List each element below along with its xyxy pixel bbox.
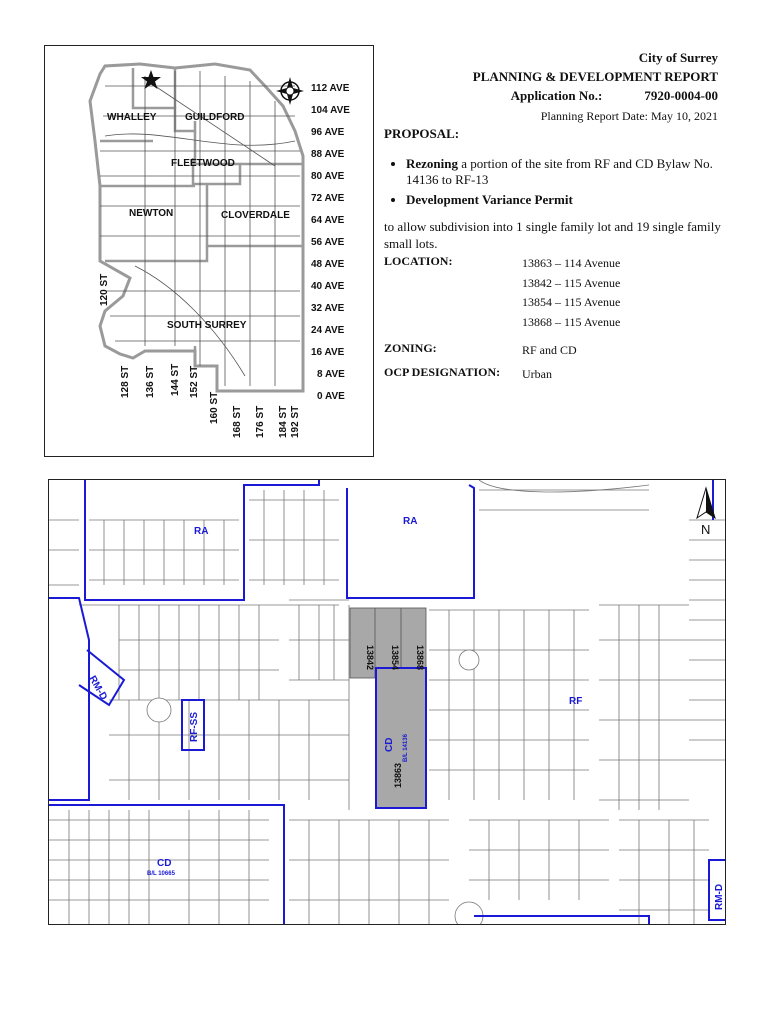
label-56-ave: 56 AVE bbox=[311, 237, 345, 248]
site-map bbox=[48, 479, 726, 925]
label-176-st: 176 ST bbox=[255, 405, 266, 438]
zone-label-cd-site: CD bbox=[384, 737, 395, 752]
area-fleetwood: FLEETWOOD bbox=[171, 158, 235, 169]
subject-site bbox=[350, 608, 426, 808]
label-128-st: 128 ST bbox=[120, 365, 131, 398]
proposal-item-rezoning bbox=[406, 156, 724, 188]
label-88-ave: 88 AVE bbox=[311, 149, 345, 160]
zone-label-ra-east: RA bbox=[403, 516, 418, 527]
details-section bbox=[384, 254, 620, 384]
proposal-item-title: Development Variance Permit bbox=[406, 192, 573, 207]
location-item: 13854 – 115 Avenue bbox=[522, 295, 621, 309]
site-map-graphic bbox=[49, 480, 726, 925]
label-32-ave: 32 AVE bbox=[311, 303, 345, 314]
zone-label-rm-d-east: RM-D bbox=[714, 883, 725, 910]
lot-label-13854: 13854 bbox=[390, 645, 400, 671]
label-144-st: 144 ST bbox=[170, 363, 181, 396]
proposal-item-text: a portion of the site from RF and CD Bylaw No. 14136 to RF-13 bbox=[406, 156, 713, 187]
proposal-purpose: to allow subdivision into 1 single family lot and 19 single family small lots. bbox=[384, 219, 721, 251]
north-label: N bbox=[701, 522, 711, 537]
label-192-st: 192 ST bbox=[290, 405, 301, 438]
label-152-st: 152 ST bbox=[189, 365, 200, 398]
label-160-st: 160 ST bbox=[209, 391, 220, 424]
label-96-ave: 96 AVE bbox=[311, 127, 345, 138]
zone-label-ra-west: RA bbox=[194, 526, 209, 537]
proposal-heading: PROPOSAL: bbox=[384, 126, 460, 141]
ocp-value: Urban bbox=[522, 366, 552, 381]
label-0-ave: 0 AVE bbox=[317, 391, 345, 402]
zone-label-cd-bylaw-site: B/L 14136 bbox=[403, 734, 409, 762]
zone-label-rf-ss: RF-SS bbox=[189, 712, 200, 742]
zone-label-cd-south: CD bbox=[157, 858, 172, 869]
location-row bbox=[384, 254, 620, 332]
area-cloverdale: CLOVERDALE bbox=[221, 210, 290, 221]
label-80-ave: 80 AVE bbox=[311, 171, 345, 182]
proposal-list bbox=[384, 156, 724, 208]
label-24-ave: 24 AVE bbox=[311, 325, 345, 336]
ocp-label: OCP DESIGNATION: bbox=[384, 364, 501, 379]
ocp-row bbox=[384, 365, 620, 385]
application-label: Application No.: bbox=[510, 88, 603, 103]
zoning-label: ZONING: bbox=[384, 341, 437, 355]
key-map bbox=[44, 45, 374, 457]
label-16-ave: 16 AVE bbox=[311, 347, 345, 358]
label-48-ave: 48 AVE bbox=[311, 259, 345, 270]
zone-label-cd-bylaw-south: B/L 10665 bbox=[147, 871, 175, 877]
proposal-item-dvp bbox=[406, 192, 724, 208]
proposal-section bbox=[384, 126, 724, 252]
location-label: LOCATION: bbox=[384, 254, 453, 268]
label-104-ave: 104 AVE bbox=[311, 105, 350, 116]
label-72-ave: 72 AVE bbox=[311, 193, 345, 204]
zoning-value: RF and CD bbox=[522, 343, 577, 357]
lot-label-13842: 13842 bbox=[365, 645, 375, 671]
application-number: 7920-0004-00 bbox=[644, 88, 718, 103]
city-name: City of Surrey bbox=[638, 50, 718, 65]
zone-label-rm-d-west: RM-D bbox=[86, 674, 109, 703]
label-136-st: 136 ST bbox=[145, 365, 156, 398]
report-title: PLANNING & DEVELOPMENT REPORT bbox=[472, 69, 718, 84]
lot-label-13863: 13863 bbox=[393, 762, 403, 788]
lot-label-13868: 13868 bbox=[415, 645, 425, 671]
area-whalley: WHALLEY bbox=[107, 112, 157, 123]
label-64-ave: 64 AVE bbox=[311, 215, 345, 226]
label-40-ave: 40 AVE bbox=[311, 281, 345, 292]
area-newton: NEWTON bbox=[129, 208, 174, 219]
location-item: 13868 – 115 Avenue bbox=[522, 314, 621, 329]
area-guildford: GUILDFORD bbox=[185, 112, 245, 123]
key-map-graphic bbox=[45, 46, 375, 458]
label-8-ave: 8 AVE bbox=[317, 369, 345, 380]
label-120-st: 120 ST bbox=[99, 273, 110, 306]
zone-label-rf: RF bbox=[569, 696, 583, 707]
application-row bbox=[473, 86, 718, 105]
location-item: 13863 – 114 Avenue bbox=[522, 256, 621, 270]
area-south-surrey: SOUTH SURREY bbox=[167, 320, 247, 331]
proposal-item-title: Rezoning bbox=[406, 156, 458, 171]
label-168-st: 168 ST bbox=[232, 405, 243, 438]
location-item: 13842 – 115 Avenue bbox=[522, 275, 621, 290]
report-date: Planning Report Date: May 10, 2021 bbox=[540, 109, 718, 123]
label-184-st: 184 ST bbox=[278, 405, 289, 438]
label-112-ave: 112 AVE bbox=[311, 83, 350, 94]
zoning-row bbox=[384, 341, 620, 361]
report-header bbox=[473, 48, 718, 126]
